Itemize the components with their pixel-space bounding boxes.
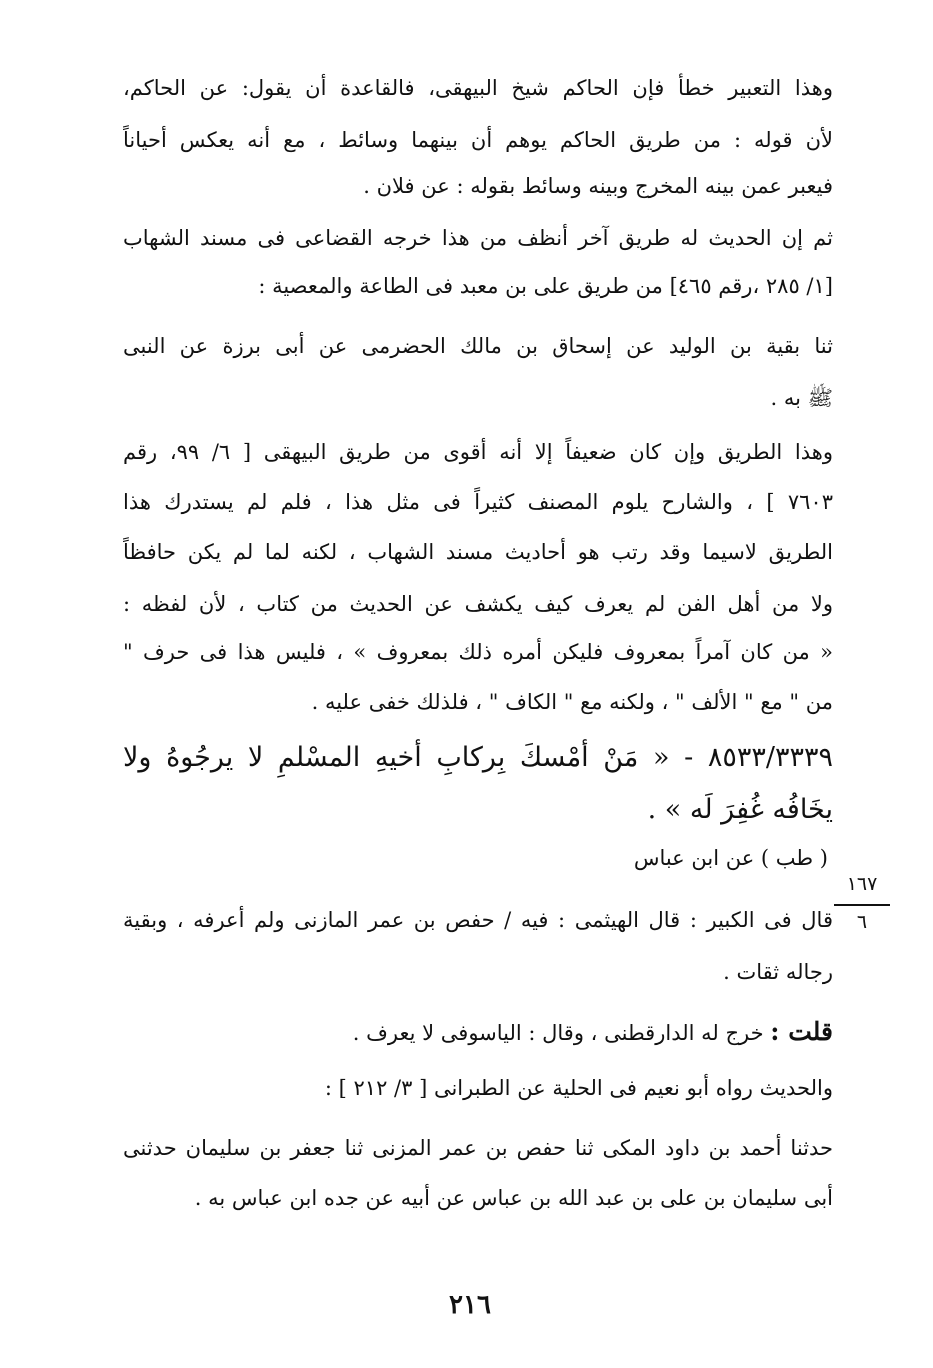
text-line-19: والحديث رواه أبو نعيم فى الحلية عن الطبرانى [ ٣/ ٢١٢ ] : — [324, 1076, 833, 1100]
source-line: ( طب ) عن ابن عباس — [633, 846, 828, 870]
text-line-9: ٧٦٠٣ ] ، والشارح يلوم المصنف كثيراً فى مثل هذا ، فلم لم يستدرك هذا — [123, 490, 833, 514]
text-line-4: ثم إن الحديث له طريق آخر أنظف من هذا خرجه القضاعى فى مسند الشهاب — [123, 226, 833, 250]
page-number: ٢١٦ — [449, 1290, 491, 1320]
margin-note — [834, 872, 890, 934]
text-line-17: رجاله ثقات . — [723, 960, 833, 984]
text-line-3: فيعبر عمن بينه المخرج وبينه وسائط بقوله : عن فلان . — [363, 174, 833, 198]
text-line-5: [١/ ٢٨٥ ،رقم ٤٦٥] من طريق على بن معبد فى الطاعة والمعصية : — [258, 274, 833, 298]
text-line-11: ولا من أهل الفن لم يعرف كيف يكشف عن الحديث من كتاب ، لأن لفظه : — [123, 592, 833, 616]
text-line-7: ﷺ به . — [770, 386, 833, 410]
margin-note-top: ١٦٧ — [846, 873, 878, 895]
margin-note-bottom: ٦ — [856, 911, 868, 933]
qultu-label: قلت : — [770, 1017, 833, 1046]
text-line-1: وهذا التعبير خطأ فإن الحاكم شيخ البيهقى، فالقاعدة أن يقول: عن الحاكم، — [123, 76, 833, 100]
text-line-6: ثنا بقية بن الوليد عن إسحاق بن مالك الحضرمى عن أبى برزة عن النبى — [123, 334, 833, 358]
text-line-12: « من كان آمراً بمعروف فليكن أمره ذلك بمعروف » ، فليس هذا فى حرف " — [123, 640, 833, 664]
hadith-line-1: ٨٥٣٣/٣٣٣٩ - « مَنْ أمْسكَ بِركابِ أخيهِ المسْلمِ لا يرجُوهُ ولا — [123, 742, 833, 773]
hadith-line-2: يخَافُه غُفِرَ لَه » . — [647, 794, 833, 825]
qultu-line — [123, 1016, 833, 1049]
text-line-21: أبى سليمان بن على بن عبد الله بن عباس عن أبيه عن جده ابن عباس به . — [194, 1186, 833, 1210]
text-line-16: قال فى الكبير : قال الهيثمى : فيه / حفص بن عمر المازنى ولم أعرفه ، وبقية — [123, 908, 833, 932]
text-line-13: من " مع " الألف " ، ولكنه مع " الكاف " ، فلذلك خفى عليه . — [311, 690, 833, 714]
text-line-2: لأن قوله : من طريق الحاكم يوهم أن بينهما وسائط ، مع أنه يعكس أحياناً — [123, 128, 833, 152]
text-line-20: حدثنا أحمد بن داود المكى ثنا حفص بن عمر المزنى ثنا جعفر بن سليمان حدثنى — [123, 1136, 833, 1160]
qultu-text: خرج له الدارقطنى ، وقال : الياسوفى لا يعرف . — [352, 1021, 764, 1045]
margin-note-divider — [834, 904, 890, 906]
text-line-10: الطريق لاسيما وقد رتب هو أحاديث مسند الشهاب ، لكنه لما لم يكن حافظاً — [123, 540, 833, 564]
text-line-8: وهذا الطريق وإن كان ضعيفاً إلا أنه أقوى من طريق البيهقى [ ٦/ ٩٩، رقم — [123, 440, 833, 464]
